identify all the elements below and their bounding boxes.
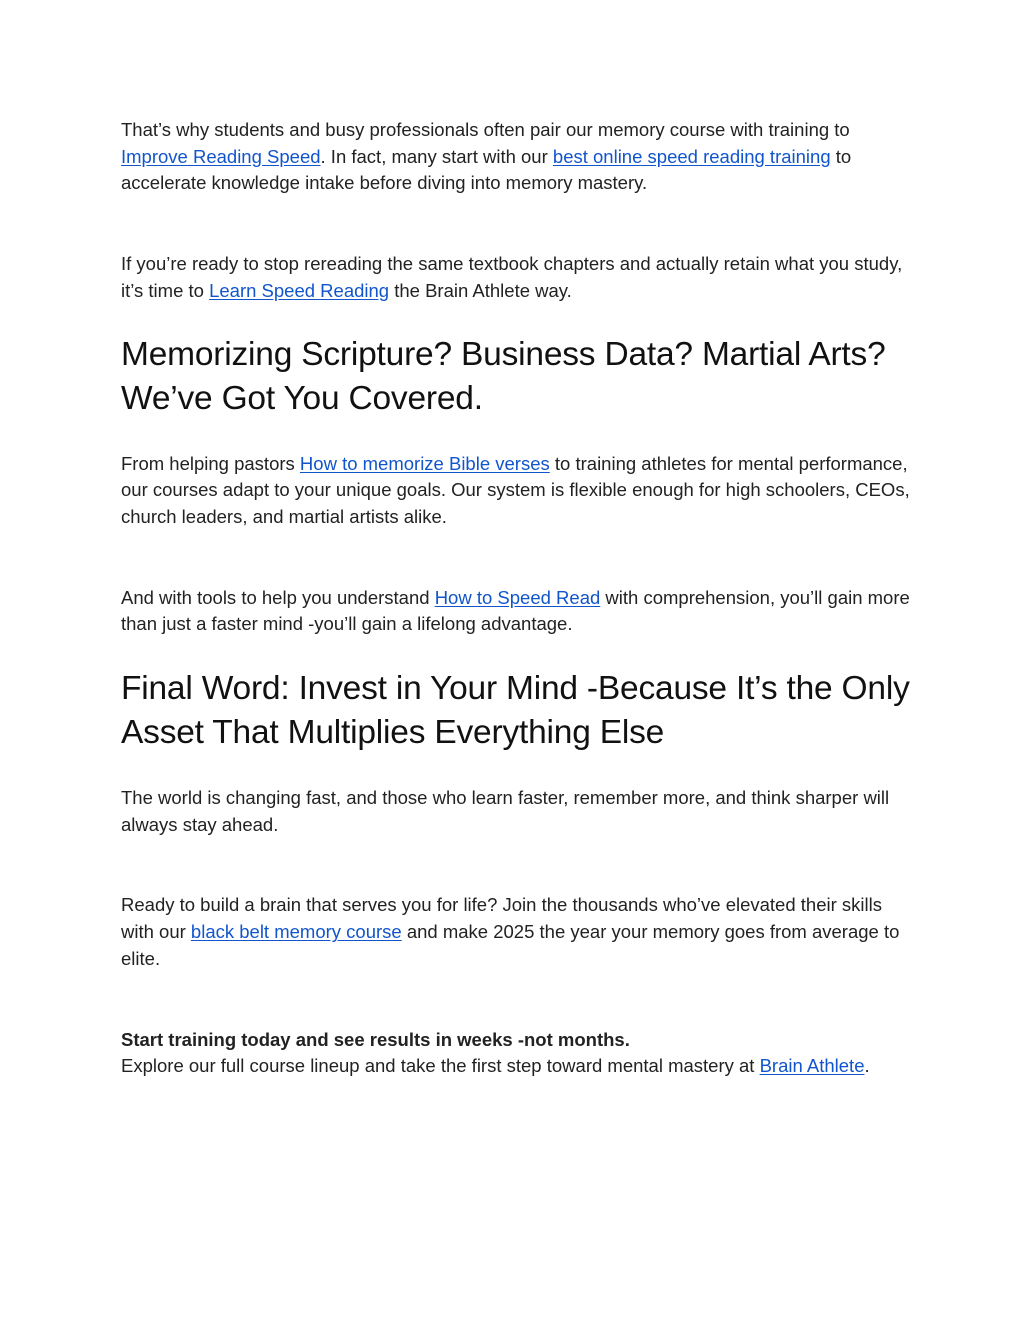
- cta-paragraph: [121, 1053, 911, 1080]
- call-to-action: [121, 1027, 911, 1080]
- paragraph-text: If you’re ready to stop rereading the same textbook chapters and actually retain what you study, it’s time to: [121, 253, 903, 301]
- paragraph-text: to training athletes for mental performance, our courses adapt to your unique goals. Our system is flexible enough for high schoolers, CEOs, church leaders, and martial artists alike.: [121, 452, 910, 527]
- section-heading-memorizing: Memorizing Scripture? Business Data? Martial Arts? We’ve Got You Covered.: [121, 335, 886, 417]
- paragraph-reading-speed: [121, 117, 911, 197]
- document-page: [121, 117, 911, 1079]
- paragraph-world-changing: The world is changing fast, and those who learn faster, remember more, and think sharper will always stay ahead.: [121, 787, 890, 835]
- paragraph-text: And with tools to help you understand: [121, 586, 435, 608]
- paragraph-text: Ready to build a brain that serves you for life? Join the thousands who’ve elevated their skills with our: [121, 894, 882, 943]
- improve-reading-speed-link[interactable]: Improve Reading Speed: [121, 145, 321, 167]
- how-to-speed-read-link[interactable]: How to Speed Read: [434, 586, 601, 608]
- paragraph-text: to accelerate knowledge intake before diving into memory mastery.: [121, 145, 852, 194]
- best-online-speed-reading-training-link[interactable]: best online speed reading training: [552, 145, 831, 167]
- paragraph-speed-read: [121, 585, 911, 638]
- learn-speed-reading-link[interactable]: Learn Speed Reading: [209, 279, 390, 301]
- section-heading-final-word: Final Word: Invest in Your Mind -Because It’s the Only Asset That Multiplies Everything Else: [121, 670, 910, 752]
- paragraph-text: the Brain Athlete way.: [389, 279, 572, 301]
- black-belt-memory-course-link[interactable]: black belt memory course: [190, 921, 402, 943]
- paragraph-text: Explore our full course lineup and take the first step toward mental mastery at: [121, 1054, 760, 1076]
- paragraph-bible-verses: [121, 451, 911, 531]
- paragraph-learn-speed-reading: [121, 251, 911, 304]
- paragraph-text: From helping pastors: [121, 452, 300, 474]
- brain-athlete-link[interactable]: Brain Athlete: [759, 1054, 865, 1076]
- memorize-bible-verses-link[interactable]: How to memorize Bible verses: [299, 452, 550, 474]
- paragraph-text: with comprehension, you’ll gain more than just a faster mind -you’ll gain a lifelong advantage.: [121, 586, 910, 635]
- paragraph-black-belt: [121, 892, 911, 972]
- paragraph-text: .: [864, 1054, 870, 1076]
- paragraph-text: . In fact, many start with our: [320, 145, 553, 167]
- paragraph-text: That’s why students and busy professionals often pair our memory course with training to: [121, 119, 850, 140]
- paragraph-text: and make 2025 the year your memory goes from average to elite.: [121, 921, 900, 969]
- cta-headline: Start training today and see results in weeks -not months.: [121, 1028, 630, 1050]
